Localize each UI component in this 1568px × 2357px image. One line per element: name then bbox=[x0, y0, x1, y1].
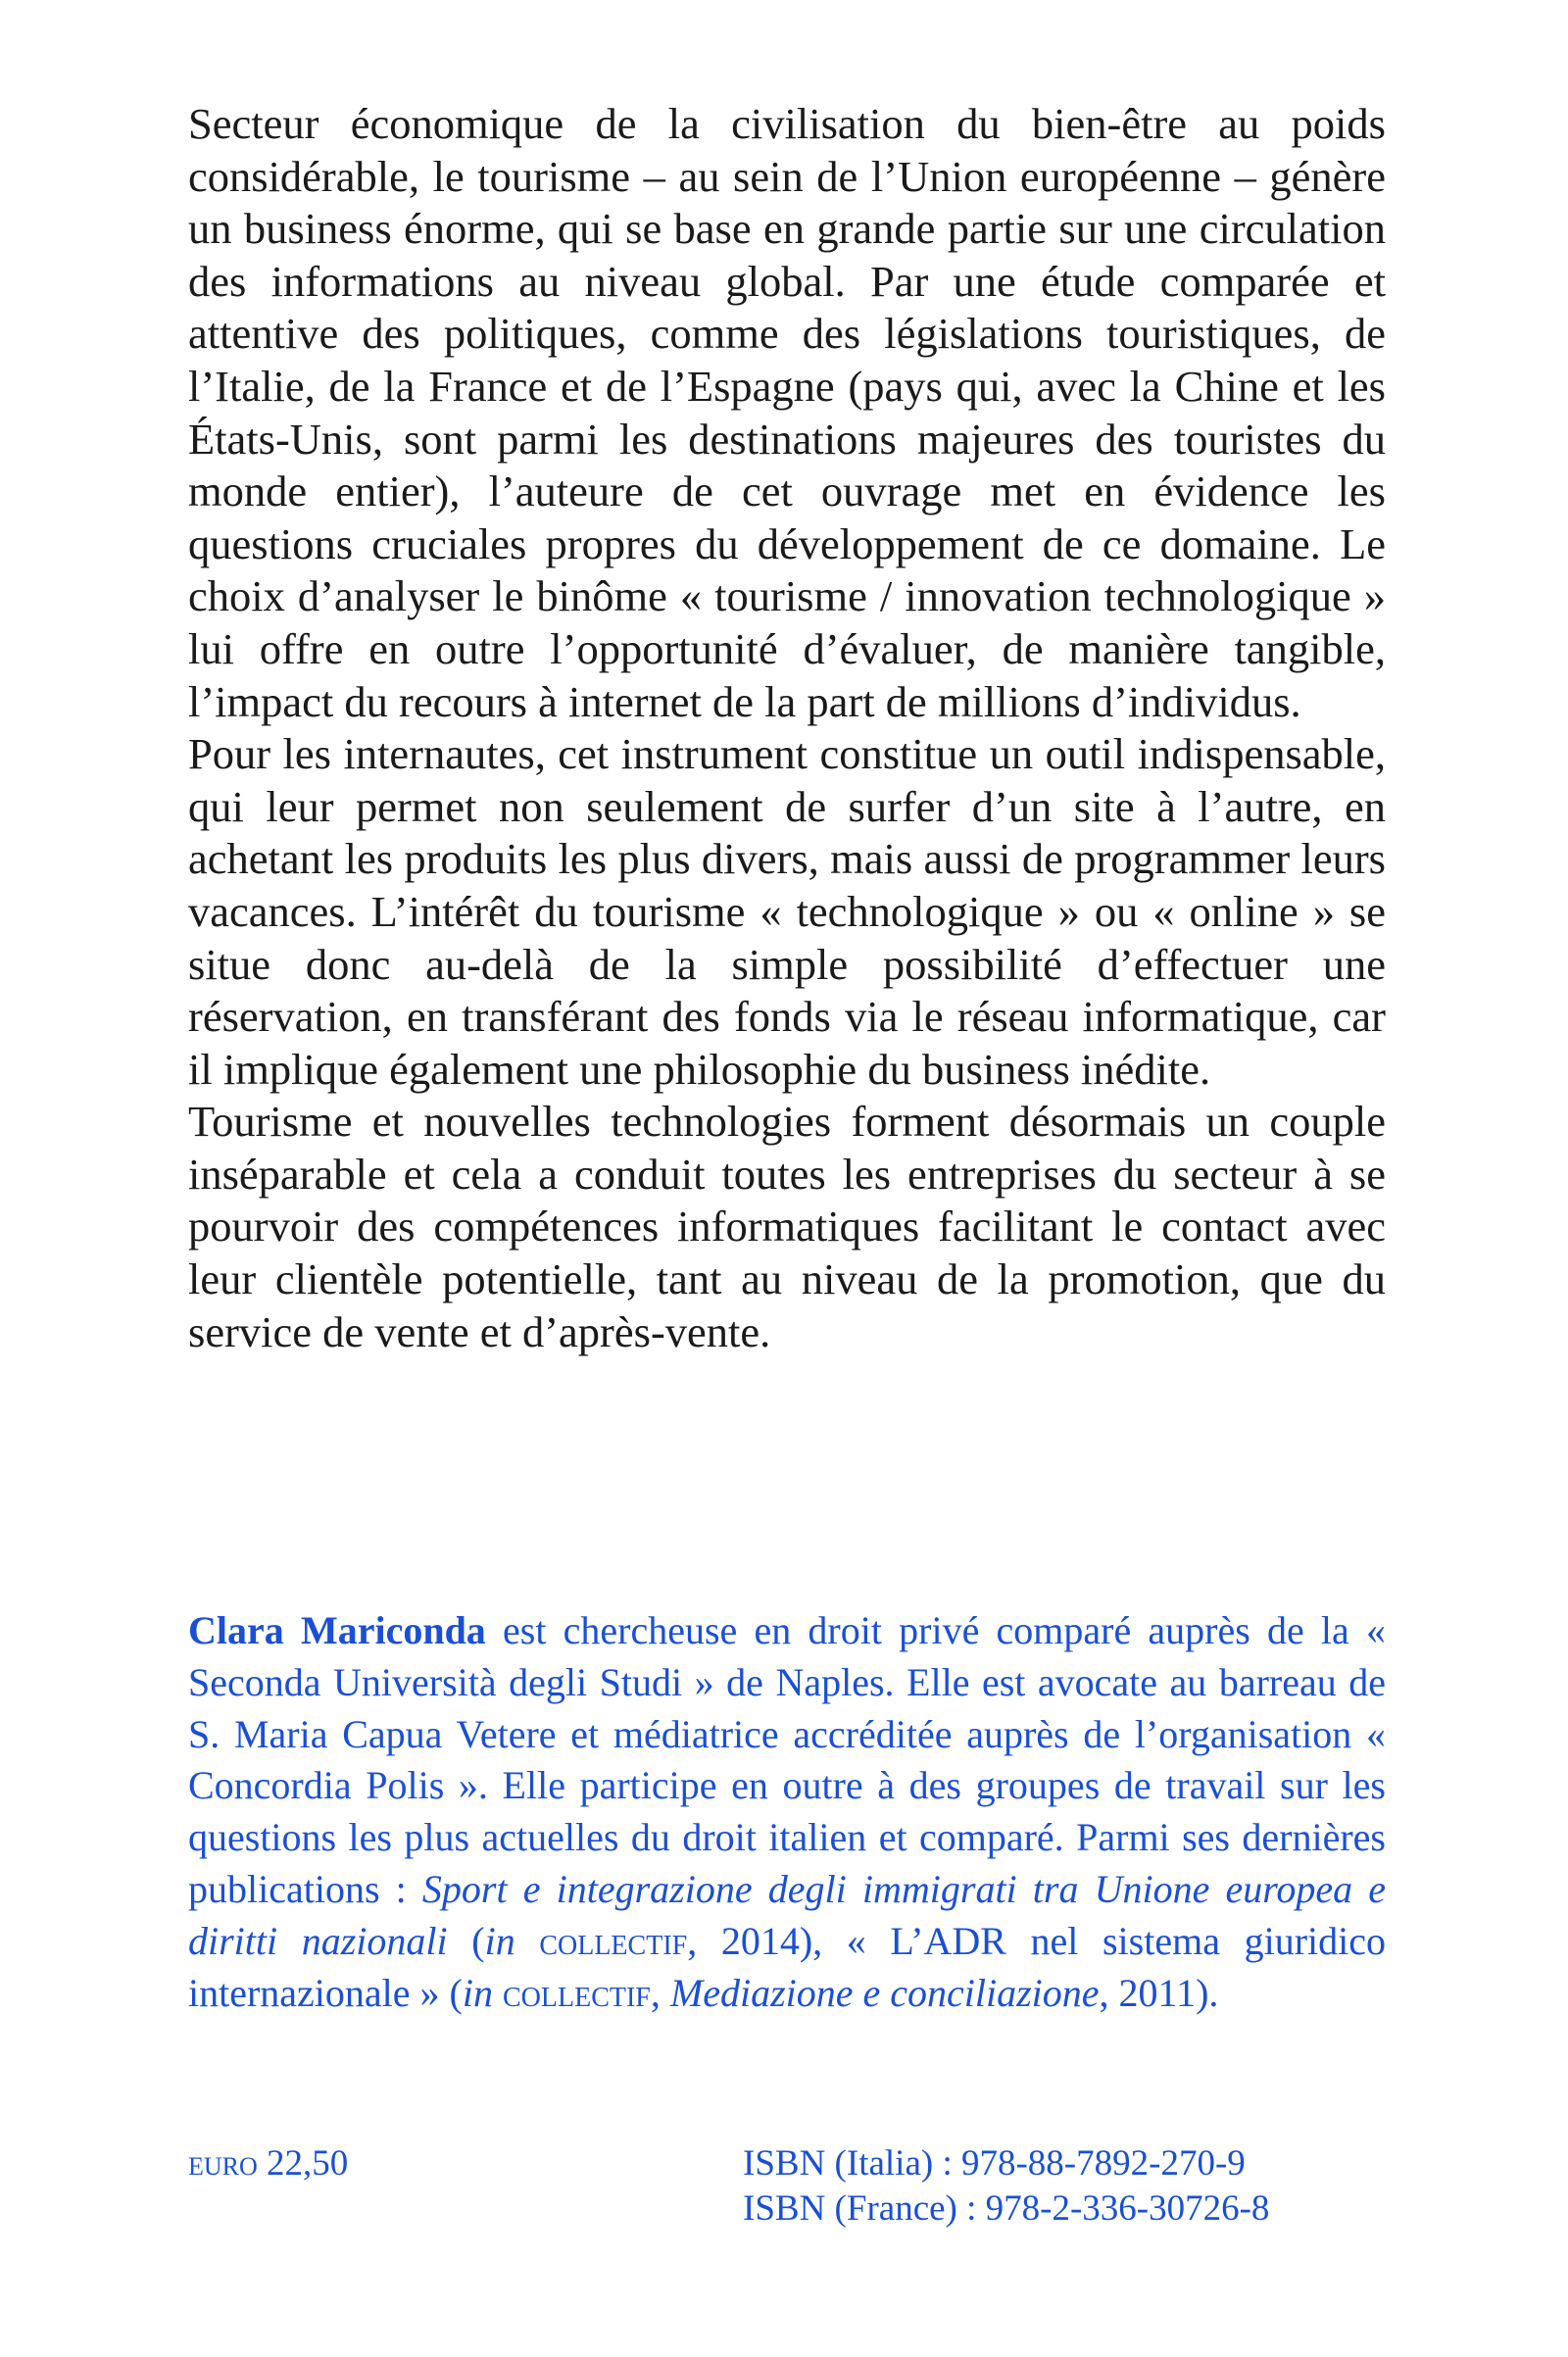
price-value: 22,50 bbox=[257, 2143, 349, 2184]
bio-text-4: , bbox=[650, 1970, 670, 2015]
bio-text-3: , 2014), « L’ADR nel sistema giuridico internazionale » ( bbox=[188, 1918, 1386, 2015]
bio-text-1: est chercheuse en droit privé comparé auprès de la « Seconda Università degli Studi » de Naples. Elle est avocate au barreau de S. Maria Capua Vetere et médiatrice accréditée auprès de l’organisation « Concordia Polis ». Elle participe en outre à des groupes de travail sur les questions les plus actuelles du droit italien et comparé. Parmi ses dernières publications : bbox=[188, 1608, 1386, 1911]
publication-title-2: Mediazione e conciliazione bbox=[669, 1970, 1100, 2015]
summary-paragraph-3: Tourisme et nouvelles technologies forment désormais un couple inséparable et cela a conduit toutes les entreprises du secteur à se pourvoir des compétences informatiques facilitant le contact avec leur clientèle potentielle, tant au niveau de la promotion, que du service de vente et d’après-vente. bbox=[188, 1097, 1386, 1356]
price-currency: euro bbox=[188, 2143, 258, 2184]
isbn-italia: ISBN (Italia) : 978-88-7892-270-9 bbox=[743, 2143, 1246, 2184]
author-bio-paragraph bbox=[188, 1605, 1386, 2019]
summary-paragraph-2: Pour les internautes, cet instrument constitue un outil indispensable, qui leur permet non seulement de surfer d’un site à l’autre, en achetant les produits les plus divers, mais aussi de programmer leurs vacances. L’intérêt du tourisme « technologique » ou « online » se situe donc au-delà de la simple possibilité d’effectuer une réservation, en transférant des fonds via le réseau informatique, car il implique également une philosophie du business inédite. bbox=[188, 729, 1386, 1094]
collectif-label-2: collectif bbox=[493, 1970, 651, 2015]
author-name: Clara Mariconda bbox=[188, 1608, 486, 1652]
bio-text-2: ( bbox=[447, 1918, 485, 1963]
isbn-france: ISBN (France) : 978-2-336-30726-8 bbox=[743, 2188, 1270, 2229]
isbn-block bbox=[743, 2141, 1269, 2232]
bio-text-5: , 2011). bbox=[1099, 1970, 1219, 2015]
summary-paragraph-1: Secteur économique de la civilisation du bien-être au poids considérable, le tourisme – au sein de l’Union européenne – génère un business énorme, qui se base en grande partie sur une circulation des informations au niveau global. Par une étude comparée et attentive des politiques, comme des législations touristiques, de l’Italie, de la France et de l’Espagne (pays qui, avec la Chine et les États-Unis, sont parmi les destinations majeures des touristes du monde entier), l’auteure de cet ouvrage met en évidence les questions cruciales propres du développement de ce domaine. Le choix d’analyser le binôme « tourisme / innovation technologique » lui offre en outre l’opportunité d’évaluer, de manière tangible, l’impact du recours à internet de la part de millions d’individus. bbox=[188, 99, 1386, 726]
in-label-1: in bbox=[484, 1918, 515, 1963]
summary-text bbox=[188, 98, 1386, 1358]
back-cover-text bbox=[188, 98, 1386, 1358]
price bbox=[188, 2141, 348, 2186]
collectif-label-1: collectif bbox=[514, 1918, 688, 1963]
author-bio bbox=[188, 1605, 1386, 2019]
publication-title-1: Sport e integrazione degli immigrati tra Unione europea e diritti nazionali bbox=[188, 1866, 1386, 1963]
in-label-2: in bbox=[462, 1970, 493, 2015]
